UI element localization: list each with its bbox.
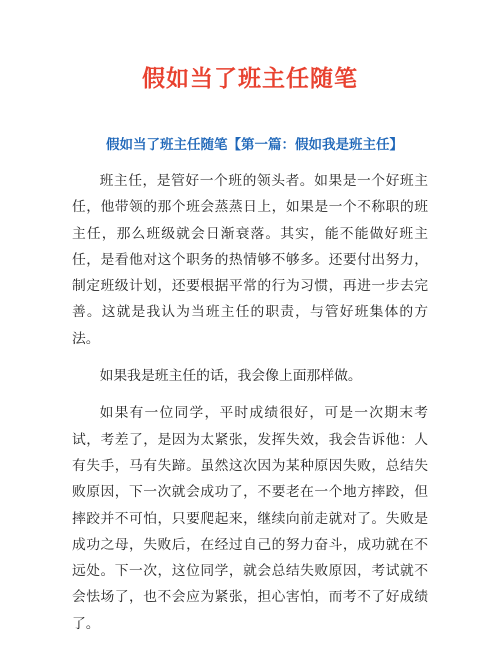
paragraph-1: 班主任，是管好一个班的领头者。如果是一个好班主任，他带领的那个班会蒸蒸日上，如果是一个不称职的班主任，那么班级就会日渐衰落。其实，能不能做好班主任，是看他对这个职务的热情够不够多。还要付出努力，制定班级计划，还要根据平常的行为习惯，再进一步去完善。这就是我认为当班主任的职责，与管好班集体的方法。 (72, 173, 428, 347)
section-heading: 假如当了班主任随笔【第一篇：假如我是班主任】 (106, 137, 403, 153)
document-title: 假如当了班主任随笔 (142, 66, 358, 92)
paragraph-3: 如果有一位同学，平时成绩很好，可是一次期末考试，考差了，是因为太紧张，发挥失效，我会告诉他：人有失手，马有失蹄。虽然这次因为某种原因失败，总结失败原因，下一次就会成功了，不要老在一个地方摔跤，但摔跤并不可怕，只要爬起来，继续向前走就对了。失败是成功之母，失败后，在经过自己的努力奋斗，成功就在不远处。下一次，这位同学，就会总结失败原因，考试就不会怯场了，也不会应为紧张，担心害怕，而考不了好成绩了。 (72, 405, 428, 632)
document-body (72, 168, 428, 648)
paragraph-2: 如果我是班主任的话，我会像上面那样做。 (99, 368, 362, 385)
